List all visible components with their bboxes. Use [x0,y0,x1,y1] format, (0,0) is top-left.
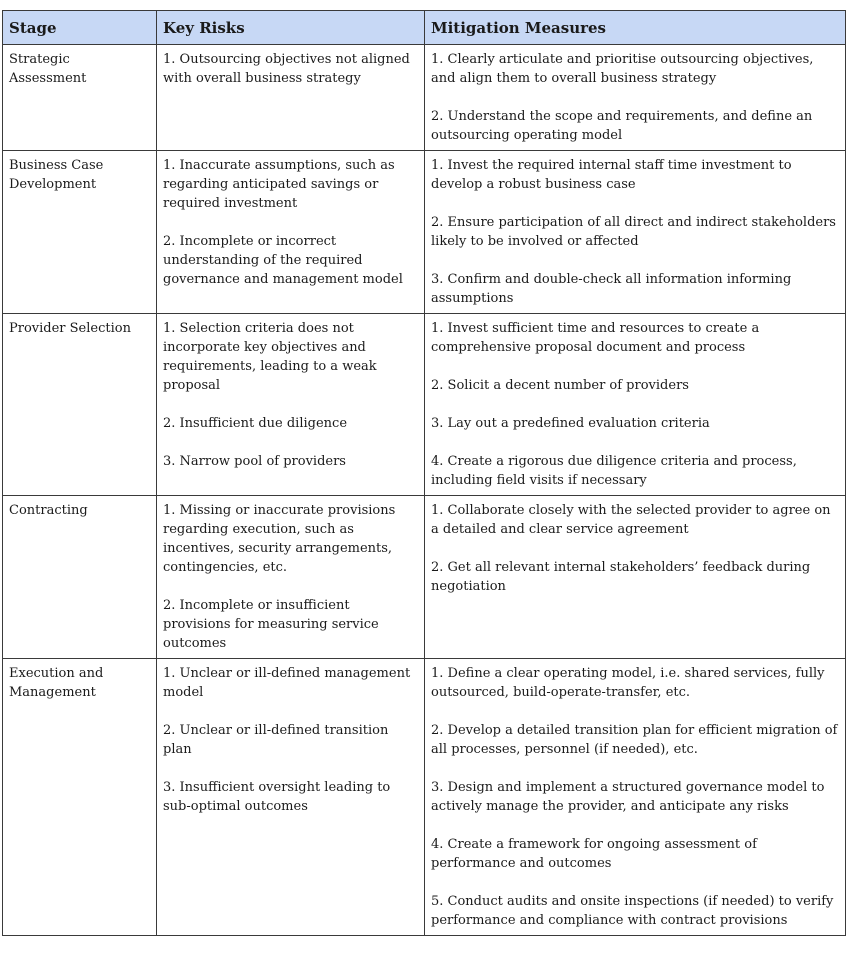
mitigation-item: 3. Design and implement a structured governance model to actively manage the provider, and anticipate any risks [431,780,825,814]
mitigation-item: 4. Create a rigorous due diligence criteria and process, including field visits if necessary [431,454,797,488]
header-mitigation-measures: Mitigation Measures [425,11,846,45]
table-body [3,45,846,936]
mitigations-cell [425,496,846,659]
mitigation-item: 2. Understand the scope and requirements, and define an outsourcing operating model [431,109,813,143]
mitigations-cell [425,314,846,496]
risk-item: 3. Narrow pool of providers [163,454,346,469]
table-row [3,659,846,936]
table-row [3,151,846,314]
risk-item: 1. Outsourcing objectives not aligned with overall business strategy [163,52,410,86]
risk-item: 2. Incomplete or insufficient provisions for measuring service outcomes [163,598,379,651]
mitigation-item: 5. Conduct audits and onsite inspections (if needed) to verify performance and compliance with contract provisions [431,894,834,928]
risk-item: 1. Inaccurate assumptions, such as regarding anticipated savings or required investment [163,158,395,211]
risks-cell [157,659,425,936]
risk-item: 1. Unclear or ill-defined management model [163,666,411,700]
header-stage: Stage [3,11,157,45]
mitigation-item: 3. Lay out a predefined evaluation criteria [431,416,710,431]
mitigation-item: 4. Create a framework for ongoing assessment of performance and outcomes [431,837,757,871]
outsourcing-risk-table [2,10,846,936]
mitigation-item: 2. Get all relevant internal stakeholders’ feedback during negotiation [431,560,811,594]
risk-item: 2. Insufficient due diligence [163,416,348,431]
mitigation-item: 3. Confirm and double-check all information informing assumptions [431,272,792,306]
stage-cell: Contracting [3,496,157,659]
risk-item: 2. Unclear or ill-defined transition plan [163,723,389,757]
risks-cell [157,314,425,496]
mitigation-item: 1. Invest sufficient time and resources to create a comprehensive proposal document and process [431,321,760,355]
mitigations-cell [425,45,846,151]
mitigation-item: 2. Ensure participation of all direct and indirect stakeholders likely to be involved or affected [431,215,836,249]
mitigation-item: 1. Define a clear operating model, i.e. shared services, fully outsourced, build-operate-transfer, etc. [431,666,825,700]
mitigation-item: 1. Clearly articulate and prioritise outsourcing objectives, and align them to overall business strategy [431,52,814,86]
mitigation-item: 1. Invest the required internal staff time investment to develop a robust business case [431,158,792,192]
risks-cell [157,496,425,659]
stage-cell: Business Case Development [3,151,157,314]
table-row [3,496,846,659]
header-key-risks: Key Risks [157,11,425,45]
mitigations-cell [425,151,846,314]
mitigation-item: 2. Develop a detailed transition plan for efficient migration of all processes, personnel (if needed), etc. [431,723,838,757]
risks-cell [157,45,425,151]
risk-item: 1. Selection criteria does not incorporate key objectives and requirements, leading to a weak proposal [163,321,377,393]
table-header-row [3,11,846,45]
table-row [3,45,846,151]
mitigations-cell [425,659,846,936]
stage-cell: Execution and Management [3,659,157,936]
table-row [3,314,846,496]
mitigation-item: 1. Collaborate closely with the selected provider to agree on a detailed and clear service agreement [431,503,831,537]
stage-cell: Provider Selection [3,314,157,496]
stage-cell: Strategic Assessment [3,45,157,151]
risks-cell [157,151,425,314]
risk-item: 1. Missing or inaccurate provisions regarding execution, such as incentives, security arrangements, contingencies, etc. [163,503,396,575]
risk-item: 3. Insufficient oversight leading to sub-optimal outcomes [163,780,391,814]
risk-item: 2. Incomplete or incorrect understanding of the required governance and management model [163,234,403,287]
mitigation-item: 2. Solicit a decent number of providers [431,378,689,393]
